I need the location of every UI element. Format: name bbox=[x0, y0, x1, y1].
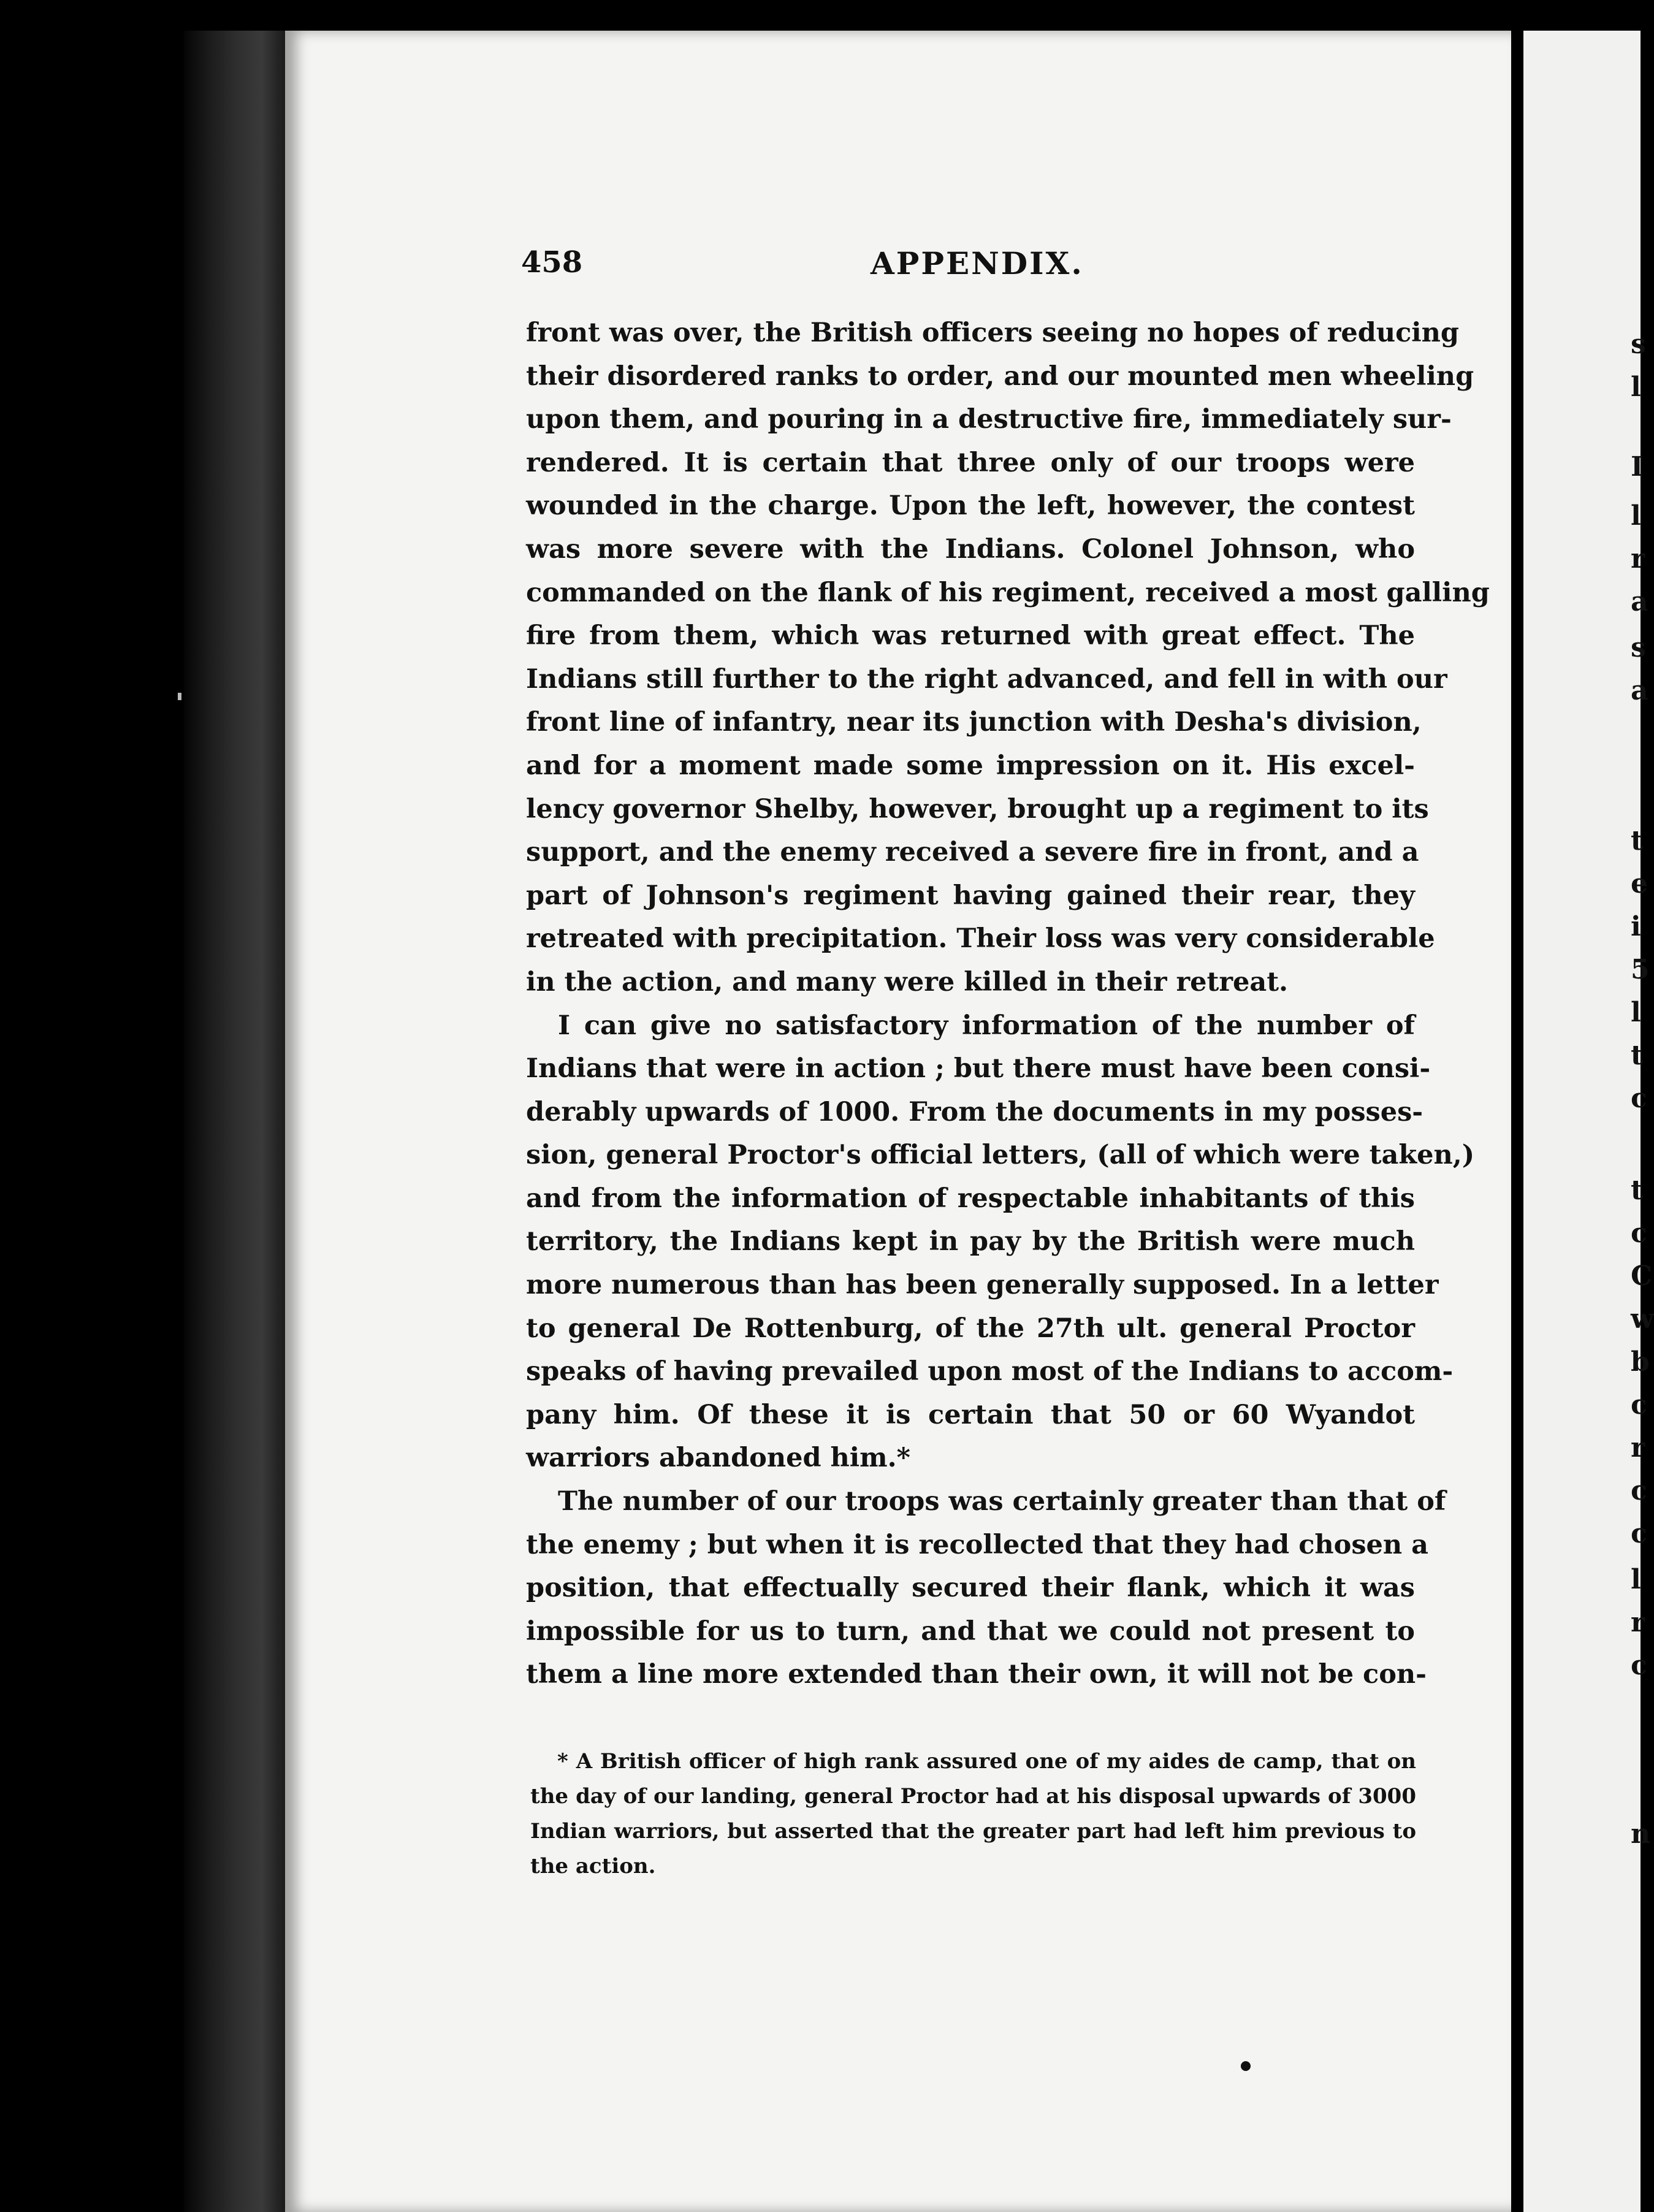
body-text bbox=[526, 311, 1490, 1696]
text-line: fire from them, which was returned with great effect. The bbox=[526, 620, 1415, 652]
text-line: territory, the Indians kept in pay by the British were much bbox=[526, 1226, 1415, 1257]
facing-page-fragment: n bbox=[1631, 1818, 1650, 1850]
scan-background-left bbox=[0, 0, 184, 2212]
facing-page-fragment: I bbox=[1631, 451, 1644, 482]
facing-page-fragment: c bbox=[1631, 1650, 1647, 1681]
facing-page-fragment: c bbox=[1631, 1218, 1647, 1249]
text-line: upon them, and pouring in a destructive fire, immediately sur- bbox=[526, 404, 1452, 435]
facing-page-fragment: s bbox=[1631, 632, 1646, 663]
page-header bbox=[521, 245, 1416, 282]
facing-page-fragment: w bbox=[1631, 1303, 1654, 1335]
facing-page-fragment: t bbox=[1631, 1040, 1644, 1071]
facing-page-fragment: c bbox=[1631, 1475, 1647, 1506]
scan-background-top bbox=[0, 0, 1641, 25]
facing-page-fragment: l bbox=[1631, 372, 1641, 403]
text-line: support, and the enemy received a severe fire in front, and a bbox=[526, 837, 1419, 868]
text-line: rendered. It is certain that three only of our troops were bbox=[526, 447, 1415, 478]
running-head: APPENDIX. bbox=[871, 245, 1084, 281]
text-line: their disordered ranks to order, and our mounted men wheeling bbox=[526, 360, 1474, 392]
text-line: and from the information of respectable inhabitants of this bbox=[526, 1183, 1415, 1214]
text-line: wounded in the charge. Upon the left, however, the contest bbox=[526, 490, 1415, 522]
facing-page-fragment: l bbox=[1631, 500, 1641, 532]
text-line: retreated with precipitation. Their loss was very considerable bbox=[526, 923, 1435, 955]
footnote-line: the day of our landing, general Proctor had at his disposal upwards of 3000 bbox=[530, 1784, 1416, 1809]
text-line: The number of our troops was certainly greater than that of bbox=[558, 1486, 1446, 1517]
facing-page-fragment: c bbox=[1631, 1518, 1647, 1549]
facing-page-fragment: t bbox=[1631, 825, 1644, 856]
footnote-line: * A British officer of high rank assured one of my aides de camp, that on bbox=[557, 1749, 1416, 1774]
text-line: them a line more extended than their own, it will not be con- bbox=[526, 1659, 1427, 1690]
spine-mark bbox=[178, 693, 181, 700]
text-line: more numerous than has been generally supposed. In a letter bbox=[526, 1270, 1439, 1301]
facing-page-edge bbox=[1523, 31, 1654, 2212]
text-line: the enemy ; but when it is recollected that they had chosen a bbox=[526, 1529, 1428, 1560]
text-line: Indians that were in action ; but there must have been consi- bbox=[526, 1053, 1431, 1085]
facing-page-fragment: a bbox=[1631, 586, 1648, 617]
text-line: lency governor Shelby, however, brought up a regiment to its bbox=[526, 793, 1429, 825]
text-line: was more severe with the Indians. Colonel Johnson, who bbox=[526, 533, 1415, 565]
facing-page-fragment: e bbox=[1631, 868, 1648, 899]
text-line: pany him. Of these it is certain that 50 or 60 Wyandot bbox=[526, 1399, 1415, 1430]
facing-page-fragment: C bbox=[1631, 1260, 1653, 1292]
text-line: to general De Rottenburg, of the 27th ult. general Proctor bbox=[526, 1313, 1415, 1344]
facing-page-fragment: b bbox=[1631, 1346, 1650, 1378]
facing-page-fragment: i bbox=[1631, 911, 1641, 942]
facing-page-fragment: r bbox=[1631, 543, 1645, 574]
text-line: derably upwards of 1000. From the documents in my posses- bbox=[526, 1096, 1423, 1127]
facing-page-fragment: r bbox=[1631, 1432, 1645, 1463]
text-line: commanded on the flank of his regiment, received a most galling bbox=[526, 577, 1490, 608]
footnote-line: the action. bbox=[530, 1854, 656, 1878]
text-line: and for a moment made some impression on it. His excel- bbox=[526, 750, 1415, 781]
text-line: speaks of having prevailed upon most of the Indians to accom- bbox=[526, 1356, 1454, 1387]
text-line: front was over, the British officers seeing no hopes of reducing bbox=[526, 318, 1459, 348]
text-line: position, that effectually secured their flank, which it was bbox=[526, 1573, 1415, 1604]
page-gutter bbox=[1511, 25, 1523, 2212]
book-spine-edge bbox=[184, 31, 288, 2212]
facing-page-fragment: l bbox=[1631, 1564, 1641, 1595]
footnote bbox=[530, 1744, 1416, 1884]
facing-page-fragment: c bbox=[1631, 1389, 1647, 1421]
facing-page-fragment: s bbox=[1631, 329, 1646, 360]
text-line: I can give no satisfactory information of the number of bbox=[558, 1010, 1415, 1041]
facing-page-fragment: 5 bbox=[1631, 954, 1650, 985]
facing-page-fragment: a bbox=[1631, 675, 1648, 706]
text-line: front line of infantry, near its junction with Desha's division, bbox=[526, 707, 1422, 738]
facing-page-fragment: r bbox=[1631, 1607, 1645, 1638]
text-line: sion, general Proctor's official letters, (all of which were taken,) bbox=[526, 1140, 1475, 1171]
text-line: part of Johnson's regiment having gained their rear, they bbox=[526, 880, 1415, 911]
ink-dot bbox=[1241, 2061, 1251, 2071]
text-line: in the action, and many were killed in their retreat. bbox=[526, 966, 1289, 997]
text-line: warriors abandoned him.* bbox=[526, 1443, 911, 1474]
facing-page-fragment: l bbox=[1631, 997, 1641, 1028]
facing-page-fragment: c bbox=[1631, 1083, 1647, 1114]
text-line: Indians still further to the right advanced, and fell in with our bbox=[526, 663, 1447, 695]
footnote-line: Indian warriors, but asserted that the greater part had left him previous to bbox=[530, 1819, 1416, 1844]
text-line: impossible for us to turn, and that we could not present to bbox=[526, 1615, 1415, 1647]
facing-page-fragment: t bbox=[1631, 1175, 1644, 1206]
page-number: 458 bbox=[521, 245, 583, 280]
